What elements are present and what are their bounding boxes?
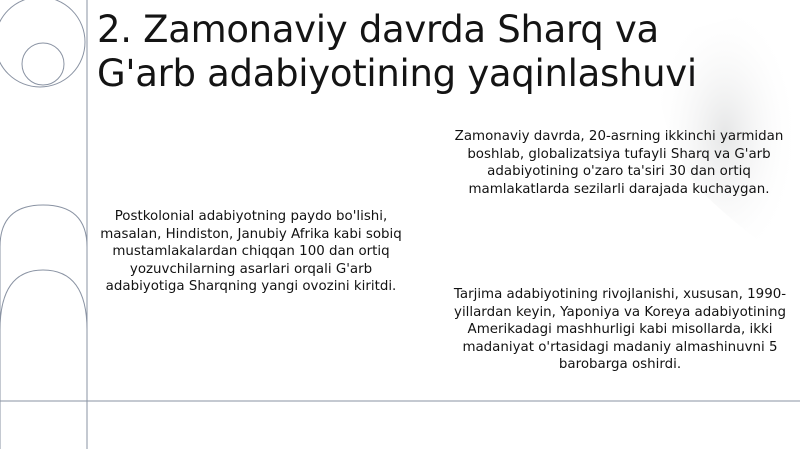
- slide-title-line-2: G'arb adabiyotining yaqinlashuvi: [97, 52, 697, 95]
- paragraph-translation: Tarjima adabiyotining rivojlanishi, xususan, 1990-yillardan keyin, Yaponiya va Koreya adabiyotining Amerikadagi mashhurligi kabi misollarda, ikki madaniyat o'rtasidagi madaniy almashinuvni 5 barobarga oshirdi.: [453, 287, 787, 373]
- paragraph-globalization: Zamonaviy davrda, 20-asrning ikkinchi yarmidan boshlab, globalizatsiya tufayli Sharq va G'arb adabiyotining o'zaro ta'siri 30 dan ortiq mamlakatlarda sezilarli darajada kuchaygan.: [454, 129, 784, 197]
- slide-title: [97, 8, 797, 96]
- decor-arch-lower: [0, 270, 87, 330]
- slide-title-line-1: 2. Zamonaviy davrda Sharq va: [97, 8, 659, 51]
- decor-circle-small: [22, 43, 64, 85]
- paragraph-postcolonial: Postkolonial adabiyotning paydo bo'lishi, masalan, Hindiston, Janubiy Afrika kabi sobiq mustamlakalardan chiqqan 100 dan ortiq yozuvchilarning asarlari orqali G'arb adabiyotiga Sharqning yangi ovozini kiritdi.: [100, 209, 402, 295]
- decor-arch-upper: [0, 205, 87, 247]
